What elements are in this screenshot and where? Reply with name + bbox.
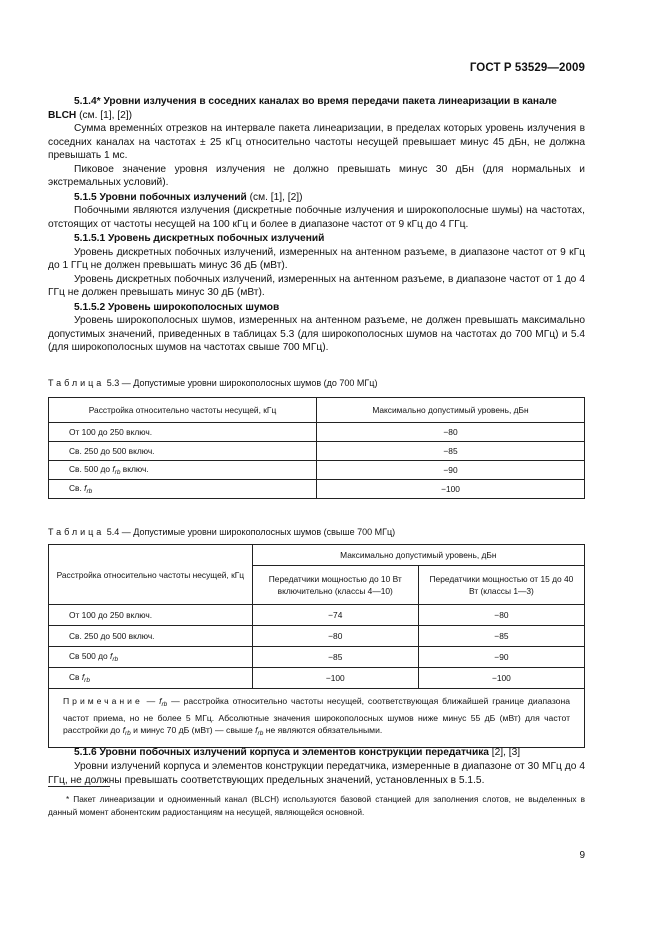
cell-value: −85 bbox=[418, 626, 584, 647]
table-row bbox=[49, 668, 585, 689]
cell-range bbox=[49, 668, 253, 689]
range-prefix: Св. 500 до bbox=[69, 464, 113, 474]
subscript-rb: rb bbox=[161, 701, 168, 708]
section-title: Уровень дискретных побочных излучений bbox=[108, 233, 325, 244]
subscript-rb: rb bbox=[114, 469, 121, 476]
symbol-f: f bbox=[122, 725, 125, 735]
symbol-f: f bbox=[84, 483, 87, 493]
cell-range: Св. 250 до 500 включ. bbox=[49, 442, 317, 461]
column-header-low-power: Передатчики мощностью до 10 Вт включительно (классы 4—10) bbox=[252, 566, 418, 605]
section-title: Уровни побочных излучений bbox=[99, 191, 247, 203]
subscript-rb: rb bbox=[86, 488, 93, 495]
section-number: 5.1.5 bbox=[74, 191, 97, 203]
paragraph: Уровень дискретных побочных излучений, измеренных на антенном разъеме, в диапазоне частот от 9 кГц до 1 ГГц не должен превышать минус 36 дБ (мВт). bbox=[48, 246, 585, 271]
section-number: 5.1.4* bbox=[74, 96, 101, 107]
caption-text: 5.3 — Допустимые уровни широкополосных шумов (до 700 МГц) bbox=[104, 378, 378, 388]
note-label: Примечание bbox=[63, 696, 143, 706]
cell-value: −74 bbox=[252, 605, 418, 626]
paragraph: Пиковое значение уровня излучения не должно превышать минус 30 дБн (для нормальных и экстремальных условий). bbox=[48, 163, 585, 188]
note-text: — расстройка относительно частоты несущей, соответствующая ближайшей границе диапазона частот приема, но не более 5 МГц. Абсолютные значения широкополосных шумов ниже минус 55 дБ (мВт) для частот расстройки до bbox=[63, 696, 570, 735]
cell-range bbox=[49, 480, 317, 499]
section-number: 5.1.5.2 bbox=[74, 301, 106, 313]
document-header: ГОСТ Р 53529—2009 bbox=[469, 62, 585, 74]
note-text: — bbox=[142, 696, 160, 706]
cell-value: −100 bbox=[317, 480, 585, 499]
paragraph: Сумма временны́х отрезков на интервале пакета линеаризации, в пределах которых уровень излучения в соседних каналах на частотах ± 25 кГц относительно частоты несущей превышает минус 45 дБн, не должна превышать 1 мс. bbox=[48, 123, 585, 161]
table-row bbox=[49, 626, 585, 647]
footnote: * Пакет линеаризации и одноименный канал (BLCH) используются базовой станцией для заполнения слотов, не выделенных в данный момент абонентским радиостанциям на несущей, являющейся основной. bbox=[48, 794, 585, 817]
column-header-offset: Расстройка относительно частоты несущей, кГц bbox=[49, 545, 253, 605]
range-suffix: включ. bbox=[120, 464, 149, 474]
note-text: не являются обязательными. bbox=[263, 725, 383, 735]
subscript-rb: rb bbox=[84, 677, 90, 684]
section-5-1-4-heading bbox=[48, 95, 585, 122]
section-5-1-5-1-heading bbox=[48, 232, 585, 246]
table-note bbox=[49, 689, 585, 748]
section-title: Уровень широкополосных шумов bbox=[108, 301, 280, 313]
table-row bbox=[49, 423, 585, 442]
symbol-f: f bbox=[81, 672, 85, 682]
table-row bbox=[49, 442, 585, 461]
cell-value: −100 bbox=[252, 668, 418, 689]
table-5-3 bbox=[48, 397, 585, 499]
table-row bbox=[49, 647, 585, 668]
cell-range: От 100 до 250 включ. bbox=[49, 605, 253, 626]
symbol-f: f bbox=[112, 464, 115, 474]
footnote-separator bbox=[48, 786, 110, 787]
table-row bbox=[49, 480, 585, 499]
section-refs: (см. [1], [2]) bbox=[76, 109, 132, 121]
paragraph: Уровни излучений корпуса и элементов конструкции передатчика, измеренные в диапазоне от 30 МГц до 4 ГГц, не должны превышать соответствующих предельных значений, установленных в 5.1.5. bbox=[48, 761, 585, 786]
table-note-row bbox=[49, 689, 585, 748]
cell-value: −80 bbox=[252, 626, 418, 647]
paragraph: Уровень широкополосных шумов, измеренных на антенном разъеме, не должен превышать максимально допустимых значений, приведенных в таблицах 5.3 (для широкополосных шумов на частотах до 700 МГц) и 5.4 (для широкополосных шумов на частотах свыше 700 МГц). bbox=[48, 315, 585, 353]
cell-value: −85 bbox=[317, 442, 585, 461]
cell-range bbox=[49, 461, 317, 480]
range-prefix: Св. bbox=[69, 483, 85, 493]
section-5-1-6-heading bbox=[48, 746, 585, 760]
cell-range: Св. 250 до 500 включ. bbox=[49, 626, 253, 647]
section-refs: [2], [3] bbox=[488, 747, 521, 758]
caption-text: 5.4 — Допустимые уровни широкополосных шумов (свыше 700 МГц) bbox=[104, 527, 396, 537]
note-text: и минус 70 дБ (мВт) — свыше bbox=[130, 725, 256, 735]
main-text bbox=[48, 94, 585, 355]
table-header-row bbox=[49, 398, 585, 423]
section-5-1-5-heading bbox=[48, 191, 585, 205]
cell-value: −100 bbox=[418, 668, 584, 689]
subscript-rb: rb bbox=[112, 656, 119, 663]
cell-value: −80 bbox=[418, 605, 584, 626]
table-row bbox=[49, 605, 585, 626]
table-row bbox=[49, 461, 585, 480]
table-header-row bbox=[49, 545, 585, 566]
symbol-f: f bbox=[110, 651, 113, 661]
section-number: 5.1.5.1 bbox=[74, 233, 106, 244]
section-5-1-6 bbox=[48, 745, 585, 788]
paragraph: Побочными являются излучения (дискретные побочные излучения и широкополосные шумы) на частотах, отстоящих от частоты несущей на 100 кГц и более в диапазоне частот от 9 кГц до 4 ГГц. bbox=[48, 205, 585, 230]
subscript-rb: rb bbox=[257, 730, 264, 737]
symbol-f: f bbox=[159, 696, 162, 706]
table-5-4 bbox=[48, 544, 585, 748]
section-number: 5.1.6 bbox=[74, 747, 97, 758]
range-prefix: Св bbox=[69, 672, 82, 682]
column-header-offset: Расстройка относительно частоты несущей, кГц bbox=[49, 398, 317, 423]
cell-value: −80 bbox=[317, 423, 585, 442]
section-title: Уровни излучения в соседних каналах во время передачи пакета линеаризации в канале BLCH bbox=[48, 96, 557, 121]
page-number: 9 bbox=[579, 850, 585, 861]
symbol-f: f bbox=[255, 725, 258, 735]
paragraph: Уровень дискретных побочных излучений, измеренных на антенном разъеме, в диапазоне частот от 1 до 4 ГГц не должен превышать минус 30 дБ (мВт). bbox=[48, 273, 585, 298]
section-5-1-5-2-heading bbox=[48, 301, 585, 315]
column-header-max-level: Максимально допустимый уровень, дБн bbox=[317, 398, 585, 423]
table-label: Таблица bbox=[48, 378, 105, 388]
section-refs: (см. [1], [2]) bbox=[246, 191, 303, 203]
cell-value: −90 bbox=[418, 647, 584, 668]
subscript-rb: rb bbox=[124, 730, 131, 737]
column-group-header: Максимально допустимый уровень, дБн bbox=[252, 545, 584, 566]
column-header-high-power: Передатчики мощностью от 15 до 40 Вт (классы 1—3) bbox=[418, 566, 584, 605]
cell-value: −90 bbox=[317, 461, 585, 480]
table-label: Таблица bbox=[48, 527, 105, 537]
table-5-3-caption bbox=[48, 378, 377, 388]
section-title: Уровни побочных излучений корпуса и элементов конструкции передатчика bbox=[99, 747, 489, 758]
cell-range bbox=[49, 647, 253, 668]
cell-value: −85 bbox=[252, 647, 418, 668]
table-5-4-caption bbox=[48, 527, 395, 537]
range-prefix: Св 500 до bbox=[69, 651, 110, 661]
cell-range: От 100 до 250 включ. bbox=[49, 423, 317, 442]
